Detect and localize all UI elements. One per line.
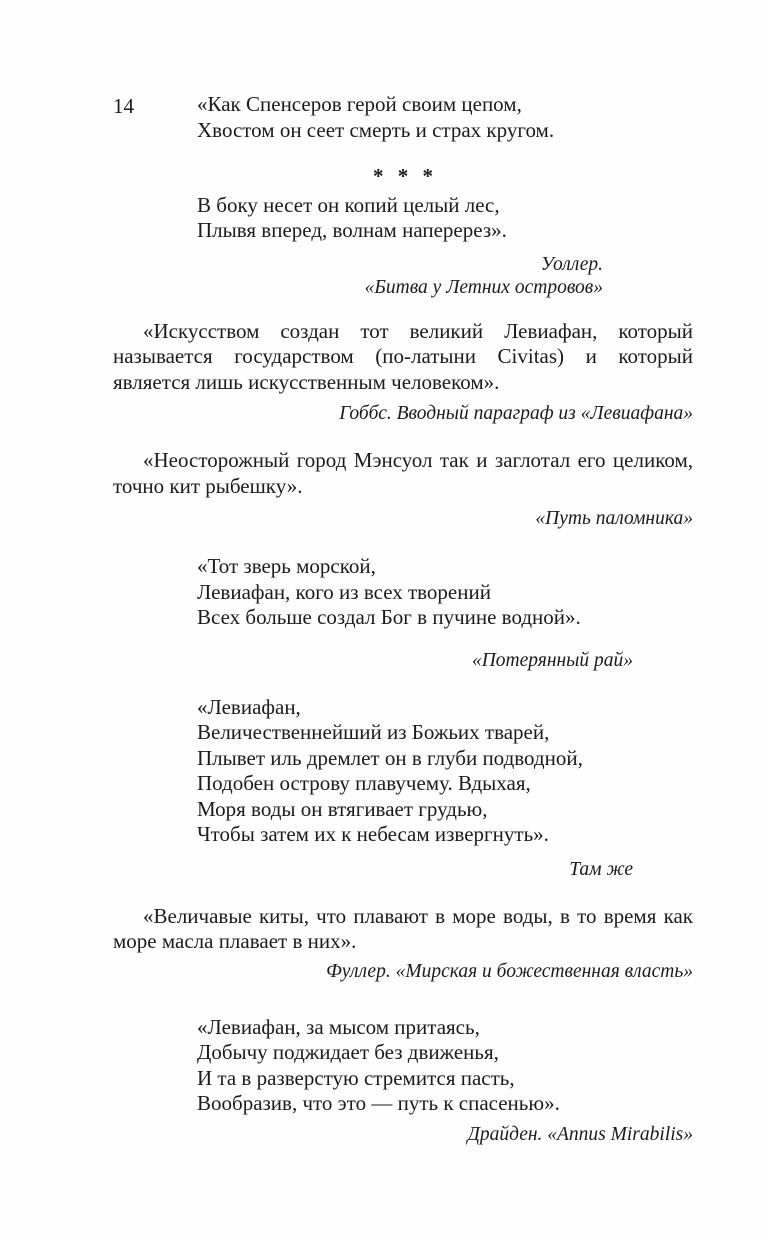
verse-quote-dryden: [197, 1015, 693, 1117]
verse-line: Всех больше создал Бог в пучине водной».: [197, 605, 581, 629]
verse-line: Хвостом он сеет смерть и страх кругом.: [197, 117, 555, 142]
verse-line: «Левиафан,: [197, 694, 301, 719]
verse-line: «Левиафан, за мысом притаясь,: [197, 1014, 480, 1039]
verse-quote-waller-stanza-1: [197, 92, 693, 143]
verse-line: И та в разверстую стремится пасть,: [197, 1065, 515, 1090]
attribution-fuller: Фуллер. «Мирская и божественная власть»: [326, 960, 693, 982]
prose-quote-fuller: «Величавые киты, что плавают в море воды, в то время как море масла плавает в них».: [113, 903, 693, 953]
verse-line: Плывет иль дремлет он в глуби подводной,: [197, 745, 583, 770]
attribution-author: Уоллер.: [540, 253, 603, 275]
attribution-dryden: Драйден. «Annus Mirabilis»: [467, 1123, 693, 1145]
verse-quote-paradise-lost-2: [197, 695, 693, 848]
attribution-paradise-lost: «Потерянный рай»: [471, 649, 633, 671]
stanza-separator: * * *: [373, 164, 433, 188]
page-number: 14: [113, 94, 134, 118]
prose-quote-hobbes: «Искусством создан тот великий Левиафан, который называется государством (по-латыни Civitas) и который является лишь искусственным человеком».: [113, 318, 693, 394]
verse-line: Добычу поджидает без движенья,: [197, 1040, 499, 1064]
verse-line: «Как Спенсеров герой своим цепом,: [197, 92, 522, 116]
attribution-pilgrims-progress: «Путь паломника»: [535, 508, 693, 529]
attribution-ibid: Там же: [569, 858, 633, 880]
attribution-hobbes: Гоббс. Вводный параграф из «Левиафана»: [339, 403, 693, 424]
verse-line: Моря воды он втягивает грудью,: [197, 796, 488, 821]
verse-line: В боку несет он копий целый лес,: [197, 192, 500, 217]
verse-line: Чтобы затем их к небесам извергнуть».: [197, 822, 549, 846]
verse-line: «Тот зверь морской,: [197, 554, 376, 578]
verse-line: Величественнейший из Божьих тварей,: [197, 720, 550, 744]
verse-line: Подобен острову плавучему. Вдыхая,: [197, 771, 531, 795]
page-content: [113, 0, 693, 1146]
verse-quote-paradise-lost: [197, 554, 693, 631]
prose-quote-pilgrims-progress: «Неосторожный город Мэнсуол так и заглотал его целиком, точно кит рыбешку».: [113, 448, 693, 498]
verse-quote-waller-stanza-2: [197, 193, 693, 244]
attribution-work: «Битва у Летних островов»: [364, 276, 603, 298]
attribution-waller: [113, 253, 693, 299]
verse-line: Плывя вперед, волнам наперерез».: [197, 218, 507, 242]
verse-line: Вообразив, что это — путь к спасенью».: [197, 1091, 560, 1115]
verse-line: Левиафан, кого из всех творений: [197, 579, 491, 604]
